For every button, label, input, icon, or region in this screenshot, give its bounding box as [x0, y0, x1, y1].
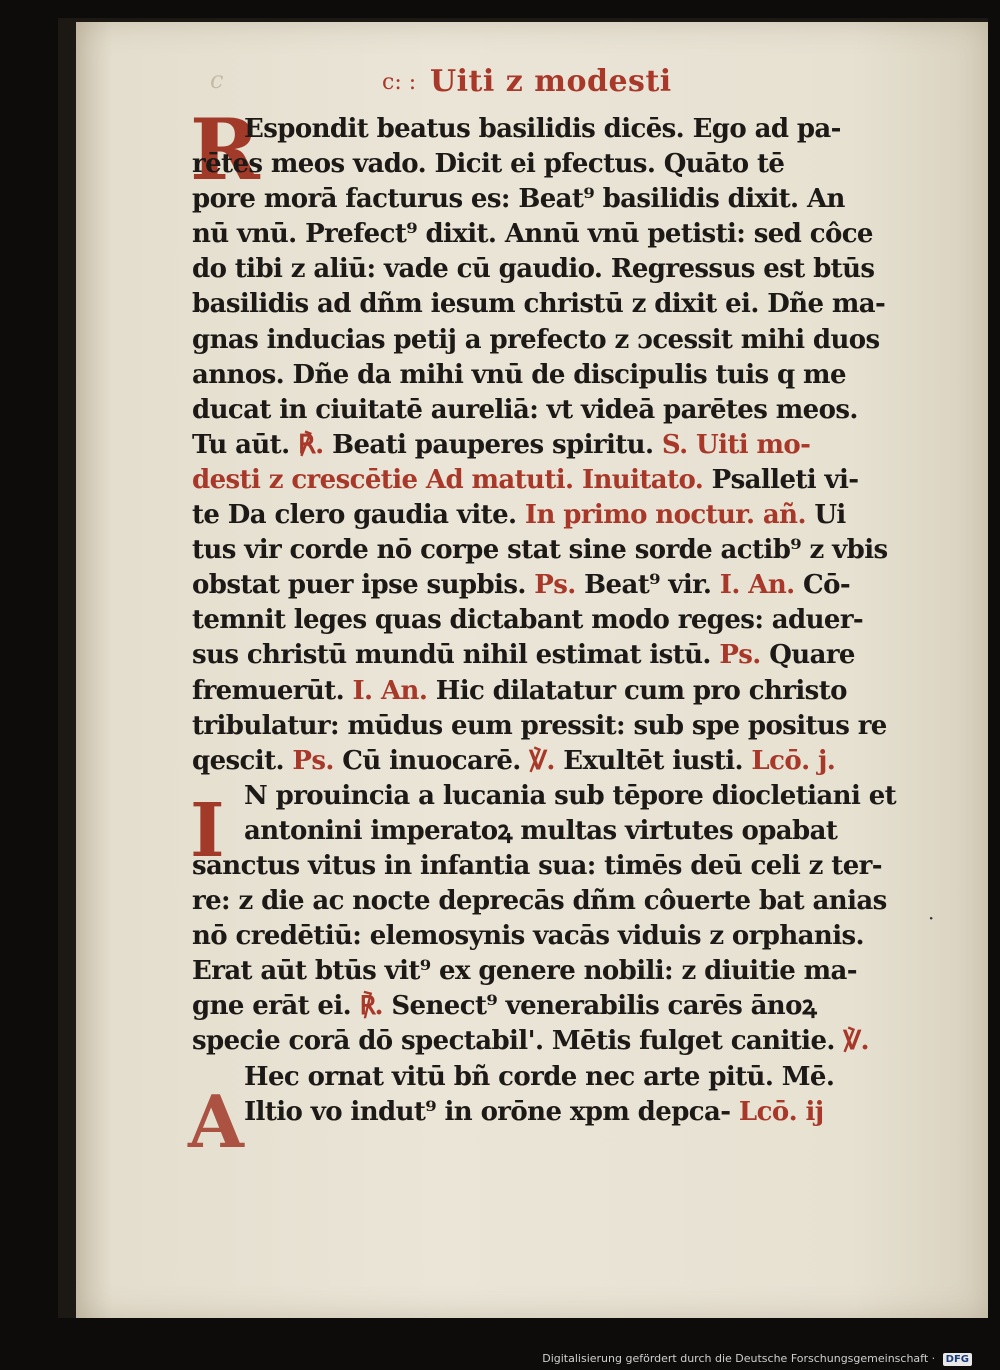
text-segment: gnas inducias petij a prefecto z ɔcessit mihi duos [192, 324, 880, 355]
text-segment: Beat⁹ vir. [575, 570, 720, 601]
text-segment: Ui [805, 500, 846, 531]
text-line [192, 674, 912, 709]
text-segment: Beati pauperes spiritu. [323, 429, 662, 460]
text-line [192, 287, 912, 322]
rubric: ℟. [297, 429, 324, 460]
text-segment: obstat puer ipse supbis. [192, 570, 535, 601]
text-segment: sanctus vitus in infantia sua: timēs deū celi z ter- [192, 850, 882, 881]
text-segment: sus christū mundū nihil estimat istū. [192, 640, 720, 671]
text-line [192, 252, 912, 287]
rubric: Ps. [719, 640, 761, 671]
text-line [192, 919, 912, 954]
text-segment: Erat aūt btūs vit⁹ ex genere nobili: z diuitie ma- [192, 956, 857, 987]
text-segment: N prouincia a lucania sub tēpore diocletiani et [244, 780, 897, 811]
text-segment: Quare [760, 640, 855, 671]
text-line [192, 498, 912, 533]
rubric: S. Uiti mo- [661, 429, 811, 460]
rubric: Lcō. ij [738, 1096, 824, 1127]
text-segment: Senect⁹ venerabilis carēs ānoꝝ [382, 991, 817, 1022]
dfg-logo: DFG [943, 1353, 972, 1366]
text-segment: Cū inuocarē. [333, 745, 530, 776]
text-segment: specie corā dō spectabil'. Mētis fulget canitie. [192, 1026, 844, 1057]
rubric: desti z crescētie Ad matuti. Inuitato. [192, 464, 704, 495]
text-line [192, 814, 912, 849]
text-segment: Psalleti vi- [703, 464, 859, 495]
text-line [192, 603, 912, 638]
text-line [192, 217, 912, 252]
text-segment: fremuerūt. [192, 675, 353, 706]
text-segment: pore morā facturus es: Beat⁹ basilidis dixit. An [192, 184, 845, 215]
text-line [192, 884, 912, 919]
initial-letter-a: A [188, 1079, 244, 1164]
text-line [192, 358, 912, 393]
rubric: I. An. [352, 675, 428, 706]
text-segment: annos. Dñe da mihi vnū de discipulis tuis q me [192, 359, 846, 390]
footer-credit [542, 1352, 972, 1366]
rubric: ℣. [843, 1026, 869, 1057]
text-line [192, 463, 912, 498]
text-line [192, 709, 912, 744]
text-segment: ducat in ciuitatē aureliā: vt videā parētes meos. [192, 394, 858, 425]
text-line [192, 1060, 912, 1095]
text-line [192, 182, 912, 217]
text-line [192, 147, 912, 182]
text-block [192, 112, 912, 1130]
text-segment: Hec ornat vitū bñ corde nec arte pitū. Mē. [244, 1061, 835, 1092]
text-segment: Tu aūt. [192, 429, 298, 460]
text-line [192, 638, 912, 673]
text-line [192, 112, 912, 147]
text-line [192, 989, 912, 1024]
text-segment: Espondit beatus basilidis dicēs. Ego ad pa- [244, 114, 841, 144]
running-head-dots: c: : [382, 70, 417, 95]
footer-text: Digitalisierung gefördert durch die Deutsche Forschungsgemeinschaft · [542, 1352, 936, 1365]
text-line [192, 744, 912, 779]
initial-letter-i: I [190, 788, 225, 874]
text-segment: do tibi z aliū: vade cū gaudio. Regressus est btūs [192, 254, 875, 285]
text-segment: Iltio vo indut⁹ in orōne xpm depca- [244, 1096, 739, 1127]
text-line [192, 1095, 912, 1130]
text-segment: tribulatur: mūdus eum pressit: sub spe positus re [192, 710, 887, 741]
text-segment: nū vnū. Prefect⁹ dixit. Annū vnū petisti: sed côce [192, 219, 873, 250]
text-line [192, 849, 912, 884]
text-segment: qescit. [192, 745, 293, 776]
folio-mark: c [210, 66, 224, 94]
rubric: Ps. [534, 570, 576, 601]
rubric: In primo noctur. añ. [524, 500, 806, 531]
text-line [192, 323, 912, 358]
edge-mark: · [928, 906, 935, 930]
text-line [192, 954, 912, 989]
text-segment: basilidis ad dñm iesum christū z dixit ei. Dñe ma- [192, 289, 886, 320]
text-line [192, 393, 912, 428]
text-segment: antonini imperatoꝝ multas virtutes opabat [244, 815, 838, 846]
rubric: ℣. [529, 745, 555, 776]
rubric: Ps. [292, 745, 334, 776]
text-segment: nō credētiū: elemosynis vacās viduis z orphanis. [192, 921, 864, 952]
text-line [192, 428, 912, 463]
text-line [192, 568, 912, 603]
text-segment: tus vir corde nō corpe stat sine sorde actib⁹ z vbis [192, 535, 888, 566]
text-segment: Cō- [794, 570, 851, 601]
text-segment: re: z die ac nocte deprecās dñm côuerte bat anias [192, 886, 887, 917]
text-segment: Hic dilatatur cum pro christo [427, 675, 847, 706]
text-line [192, 1024, 912, 1059]
text-segment: rētes meos vado. Dicit ei pfectus. Quāto tē [192, 149, 785, 180]
rubric: Lcō. j. [751, 745, 836, 776]
running-head: Uiti z modesti [430, 64, 672, 99]
text-segment: temnit leges quas dictabant modo reges: aduer- [192, 605, 864, 636]
initial-letter-r: R [190, 100, 260, 199]
rubric: ℟. [359, 991, 383, 1022]
text-segment: gne erāt ei. [192, 991, 360, 1022]
text-segment: Exultēt iusti. [554, 745, 752, 776]
rubric: I. An. [719, 570, 795, 601]
text-segment: te Da clero gaudia vite. [192, 500, 525, 531]
text-line [192, 533, 912, 568]
text-line [192, 779, 912, 814]
